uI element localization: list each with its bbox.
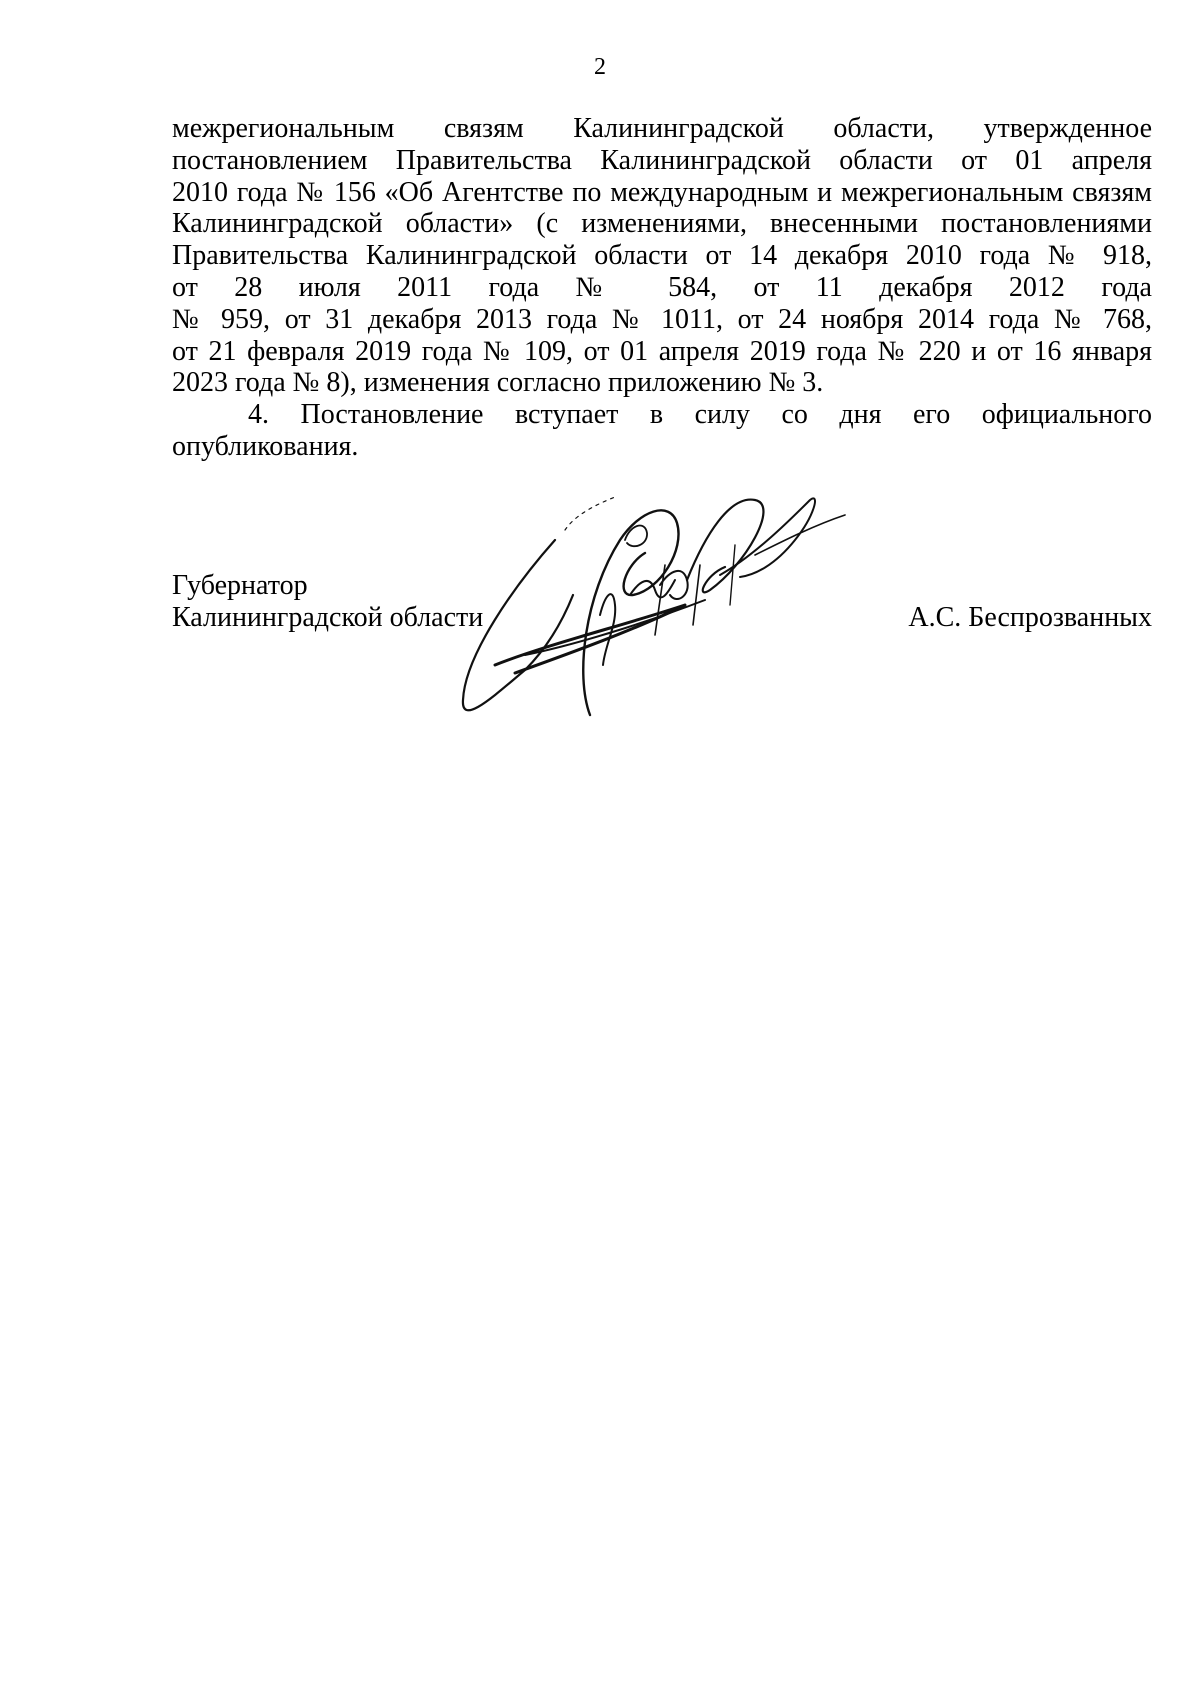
signer-position: Губернатор <box>172 570 308 601</box>
text-line: 4. Постановление вступает в силу со дня его официального <box>248 399 1152 431</box>
text-line: от 21 февраля 2019 года № 109, от 01 апреля 2019 года № 220 и от 16 января <box>172 335 1152 367</box>
paragraph-effective-date <box>172 399 1152 463</box>
text-line: 2023 года № 8), изменения согласно приложению № 3. <box>172 367 824 399</box>
signer-name: А.С. Беспрозванных <box>908 602 1152 633</box>
paragraph-amendments <box>172 113 1152 399</box>
text-line: Калининградской области» (с изменениями, внесенными постановлениями <box>172 208 1152 240</box>
document-body <box>172 113 1152 463</box>
handwritten-signature <box>455 495 885 735</box>
text-line: постановлением Правительства Калининградской области от 01 апреля <box>172 144 1152 176</box>
signer-region: Калининградской области <box>172 602 484 633</box>
signer-title <box>172 570 483 634</box>
text-line: межрегиональным связям Калининградской области, утвержденное <box>172 113 1152 144</box>
text-line: от 28 июля 2011 года № 584, от 11 декабря 2012 года <box>172 271 1152 303</box>
text-line: опубликования. <box>172 430 359 462</box>
text-line: Правительства Калининградской области от 14 декабря 2010 года № 918, <box>172 240 1152 272</box>
text-line: 2010 года № 156 «Об Агентстве по международным и межрегиональным связям <box>172 176 1152 208</box>
text-line: № 959, от 31 декабря 2013 года № 1011, от 24 ноября 2014 года № 768, <box>172 303 1152 335</box>
page-number: 2 <box>594 54 606 80</box>
